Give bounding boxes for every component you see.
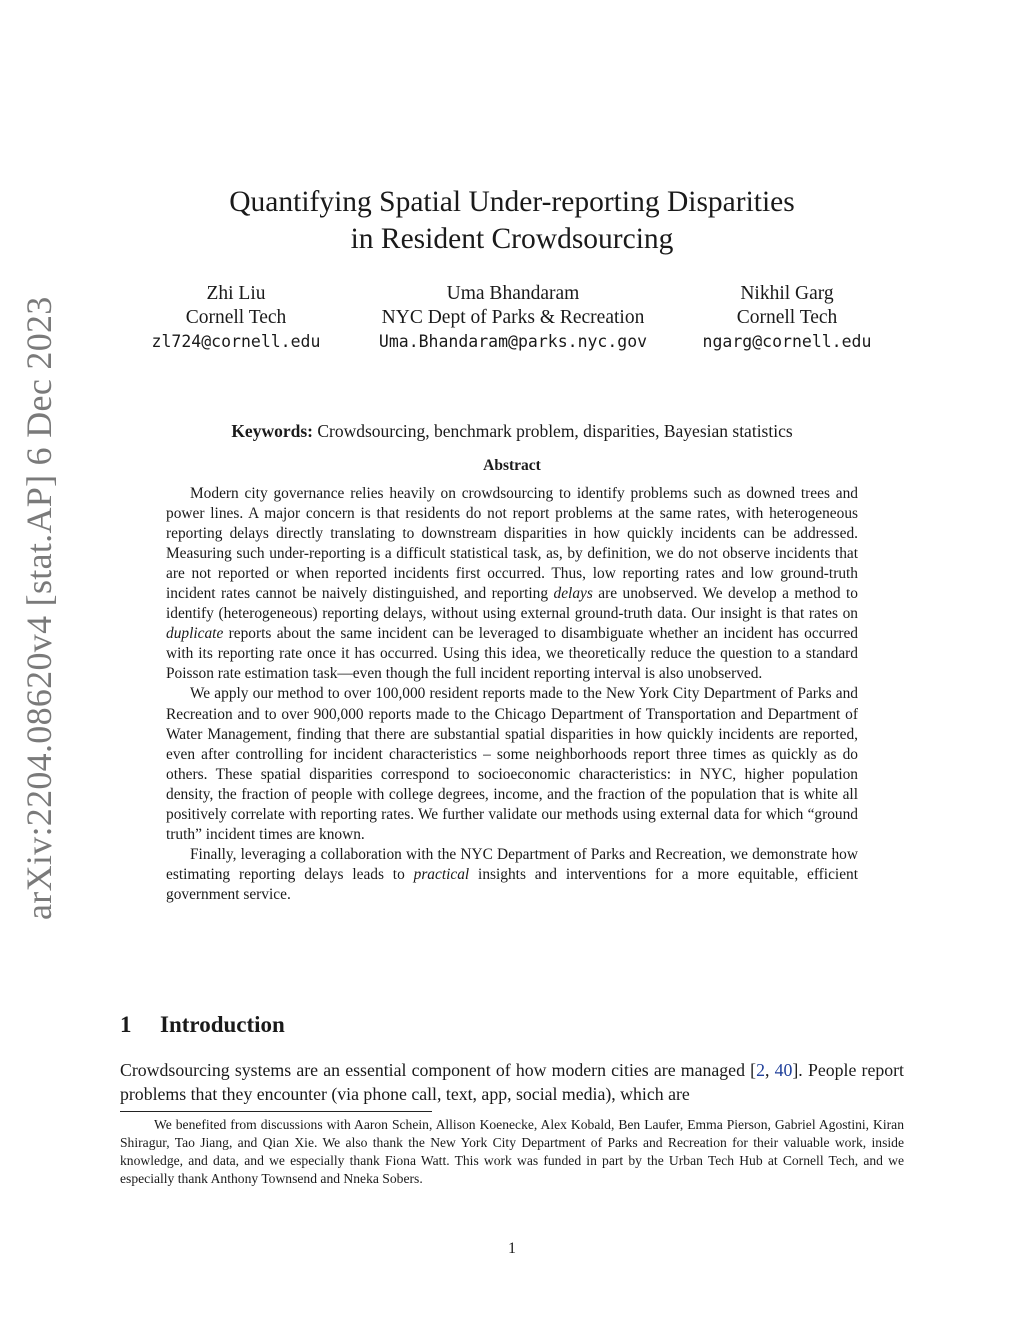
arxiv-identifier: arXiv:2204.08620v4 [stat.AP] 6 Dec 2023 [19, 296, 59, 920]
intro-paragraph: Crowdsourcing systems are an essential component of how modern cities are managed [2, 40]. People report problems that they encounter (via phone call, text, app, social media), which are [120, 1060, 904, 1104]
emphasis-delays: delays [553, 585, 593, 603]
keywords-label: Keywords: [231, 421, 313, 441]
author-affiliation: Cornell Tech [736, 307, 838, 328]
author-block-3 [686, 282, 888, 354]
abstract-paragraph-3: Finally, leveraging a collaboration with the NYC Department of Parks and Recreation, we demonstrate how estimating reporting delays leads to practical insights and interventions for a more equitable, efficient government service. [166, 845, 858, 903]
abstract-paragraph-1: Modern city governance relies heavily on crowdsourcing to identify problems such as downed trees and power lines. A major concern is that residents do not report problems at the same rates, with heterogeneous reporting delays directly translating to downstream disparities in how quickly incidents can be addressed. Measuring such under-reporting is a difficult statistical task, as, by definition, we do not observe incidents that are not reported or when reported incidents first occurred. Thus, low reporting rates and low ground-truth incident rates cannot be naively distinguished, and reporting delays are unobserved. We develop a method to identify (heterogeneous) reporting delays, without using external ground-truth data. Our insight is that rates on duplicate reports about the same incident can be leveraged to disambiguate whether an incident has occurred with its reporting rate once it has occurred. Using this idea, we theoretically reduce the question to a standard Poisson rate estimation task—even though the full incident reporting interval is also unobserved. [166, 485, 858, 683]
abstract-heading: Abstract [483, 457, 541, 474]
section-heading-introduction [120, 1012, 285, 1038]
abstract-body [166, 484, 858, 905]
author-affiliation: Cornell Tech [185, 307, 287, 328]
author-email[interactable]: ngarg@cornell.edu [702, 332, 872, 351]
citation-link[interactable]: 2 [756, 1060, 765, 1080]
title-line-2: in Resident Crowdsourcing [350, 223, 674, 255]
acknowledgement-footnote: We benefited from discussions with Aaron Schein, Allison Koenecke, Alex Kobald, Ben Laufer, Emma Pierson, Gabriel Agostini, Kiran Shiragur, Tao Jiang, and Qian Xie. We also thank the New York City Department of Parks and Recreation for their valuable work, inside knowledge, and data, and we especially thank Fiona Watt. This work was funded in part by the Urban Tech Hub at Cornell Tech, and we especially thank Anthony Townsend and Nneka Sobers. [120, 1117, 904, 1186]
author-block-2 [352, 282, 674, 354]
author-name: Uma Bhandaram [446, 283, 580, 304]
footnote-divider [120, 1111, 432, 1112]
section-number: 1 [120, 1012, 132, 1037]
abstract-paragraph-2: We apply our method to over 100,000 resident reports made to the New York City Department of Parks and Recreation and to over 900,000 reports made to the Chicago Department of Transportation and Department of Water Management, finding that there are substantial spatial disparities in how quickly incidents are reported, even after controlling for incident characteristics – some neighborhoods report three times as quickly as do others. These spatial disparities correspond to socioeconomic characteristics: in NYC, higher population density, the fraction of people with college degrees, income, and the fraction of the population that is white all positively correlate with reporting rates. We further validate our methods using external data for which “ground truth” incident times are known. [166, 685, 858, 843]
author-affiliation: NYC Dept of Parks & Recreation [381, 307, 645, 328]
emphasis-duplicate: duplicate [166, 625, 224, 643]
section-title: Introduction [160, 1012, 285, 1037]
keywords-text: Crowdsourcing, benchmark problem, disparities, Bayesian statistics [317, 421, 793, 441]
author-email[interactable]: zl724@cornell.edu [151, 332, 321, 351]
page-number: 1 [508, 1240, 516, 1257]
title-line-1: Quantifying Spatial Under-reporting Disparities [229, 186, 795, 218]
author-block-1 [136, 282, 336, 354]
author-name: Zhi Liu [206, 283, 266, 304]
author-name: Nikhil Garg [740, 283, 834, 304]
emphasis-practical: practical [413, 865, 470, 883]
author-email[interactable]: Uma.Bhandaram@parks.nyc.gov [378, 332, 648, 351]
citation-link[interactable]: 40 [774, 1060, 793, 1080]
paper-title [0, 184, 1024, 258]
keywords-line [0, 421, 1024, 442]
